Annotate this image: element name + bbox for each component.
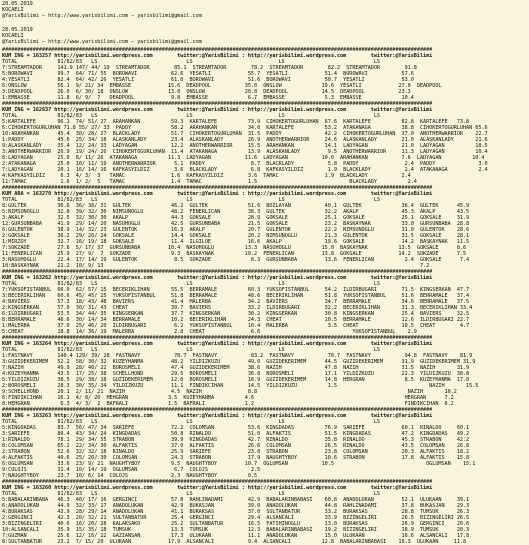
result-row: 6:ILDIRBUGARI 53.5 34/ 44/ 35 KINGSERKAN 37.7 KINGSERKAN 30.2 KINGSERKAN 30.8 KINGSERKAN 25.4 BAVIERS 32.5 xyxy=(2,311,470,317)
block-title: KUM ARA = 163270 http://yarisbilimi.wordpress.com twitter:@YarisBilimi : http://yarisbilimi.wordpress.com twitter:@YarisBilimi xyxy=(2,191,433,197)
result-row: 7:LADYAGAN 20.1 16/ 14/ 16 KAFKASYILDIZ 3.6 BLACKLADY 6.8 KAFKASYILDIZ 1.9 BLACKLADY 2.4 ATAKANAGA 2.4 xyxy=(2,167,488,173)
header-city-2: KOCAELI xyxy=(2,33,24,39)
block-separator: ############################################################################################################################################ xyxy=(2,185,433,191)
result-row: 6:GULENTOK 38.9 14/ 32/ 23 GULENTOK 16.3 AKALP 20.7 GULENTOK 22.2 NIMSUNOGLU 31.0 GULENTOK 28.6 xyxy=(2,227,470,233)
result-row: 9:COLOJS 31.4 10/ 14/ 19 OGLUMSAN 6.7 COLOJS 2.5 xyxy=(2,467,261,473)
result-row: 3:BECERIKLIHAN 60.6 45/ 45/ 25 YUKSOFISTANBUL 51.8 BERRAMALE 48.6 BECERIKLIHAN 51.8 YUKSOFISTANBUL 51.6 BERRAMALE 37.4 xyxy=(2,293,470,299)
header-source: @YarisBilimi — http://www.yarisbilimi.com — yarisbilimi@gmail.com xyxy=(2,13,202,19)
result-row: 10:ALSANCALI 35.9 15/ 35/ 18 TUMSUK 13.3 TUMSUK 12.3 BABALARINBABASI 19.2 BIZINGELIRI 18.9 TUMSUK 20.3 xyxy=(2,527,470,533)
result-row: 12:GURSUNBABA 41.9 29/ 14/ 20 NASUHOGLU 42.5 GURSUNBABA 21.5 GOKSALE 23.2 BASKAYNAK 33.0 GURSUNBABA 28.8 xyxy=(2,221,470,227)
result-row: 7:NAZIH 49.9 28/ 40/ 22 BOROSMELI 47.4 GUZIDEKERIMEM 38.6 NAZIH 47.8 NAZIH 31.5 NAZIH 31.9 xyxy=(2,365,470,371)
result-row: 2:BOROSMELI 28.3 30/ 35/ 34 YILDIZKUZU 11.1 FINDIKCIHAN 14.5 YILDIZKUZU 1.5 NAZIH 15.5 xyxy=(2,383,479,389)
result-row: 11:FENERLICAN 25.9 27/ 9/ 7 SOKZADE 9.3 BASKAYNAK 10.2 FENERLICAN 13.8 GOKSALE 14.2 SOKZADE 7.5 xyxy=(2,251,467,257)
result-row: 7:STREAMTADOR 141.9 147/ 44/ 19 STREAMTADOR 85.1 STREAMTADOR 78.2 STREAMTADOR 82.2 STREAMTADOR 91.8 xyxy=(2,65,417,71)
result-row: 4:YESATLI 82.4 64/ 42/ 26 YESATLI 61.0 BOROWAVI 51.6 BOROWAVI 50.7 YESATLI 53.0 xyxy=(2,77,414,83)
block-separator: ############################################################################################################################################ xyxy=(2,335,433,341)
header-source-2: @YarisBilimi — http://www.yarisbilimi.com — yarisbilimi@gmail.com xyxy=(2,39,202,45)
result-row: 8:COLOMSAN 65.2 22/ 34/ 30 ALFAKTIS 37.0 ALFAKTIS 26.6 COLOMSAN 26.5 RINALDO 43.5 COLOMSAN 26.8 xyxy=(2,443,470,449)
result-row: 8:LADYAGAN 25.0 8/ 11/ 26 ATAKANAGA 11.3 LADYAGAN 11.6 LADYAGAN 10.0 ARAHANKAN 7.6 LADYAGAN 10.4 xyxy=(2,155,485,161)
result-row: 8:HEHGRAN 6.3 4/ 3/ 2 BAFRALI 1.5 BAFRALI 1.2 FINDIKCIHAN 6.2 xyxy=(2,401,454,407)
block-column-header: TOTAL 81/82/83 LS LS LS LS xyxy=(2,197,380,203)
block-column-header: TOTAL 81/82/83 LS LS LS LS xyxy=(2,491,380,497)
result-row: 11:TAMAC 1.6 1/ 2/ 5 TAMAC 1.4 TAMAC 1.5 BLACKLADY 2.4 xyxy=(2,179,417,185)
result-row: 3:NASUHOGLU 22.4 17/ 14/ 19 GULENTOK 8.5 SOKZADE 8.3 GURSUNBABA 13.6 FENERLICAN 2.4 GOKSALE 7.4 xyxy=(2,257,470,263)
result-row: 5:BOROWAVI 99.7 64/ 71/ 55 BOROWAVI 62.6 YESATLI 55.7 YESATLI 51.4 BOROWAVI 57.6 xyxy=(2,71,414,77)
result-row: 7:SOKZADE 27.6 5/ 17/ 37 GURSUNBABA 10.4 NASUHOGLU 13.3 NASUHOGLU 15.0 BASKAYNAK 13.5 GOKSALE 8.6 xyxy=(2,245,467,251)
result-row: 7:NAUGHTYBOY 23.7 10/ 6/ 14 COLOJS 2.3 NAUGHTYBOY 0.5 xyxy=(2,473,258,479)
block-column-header: TOTAL 81/82/83 LS LS LS LS xyxy=(2,113,380,119)
block-title: KUM ING = 163257 http://yarisbilimi.wordpress.com twitter:@YarisBilimi : http://yarisbilimi.wordpress.com twitter:@YarisBilimi xyxy=(2,53,433,59)
result-row: 2:GERGINCI 42.3 20/ 32/ 21 SULTANBATUR 25.4 GERGINCI 29.4 ALSANCALI 33.9 BIZINGELIRI 26.5 BIZINGELIRI 26.5 xyxy=(2,515,470,521)
block-title: KUM ING = 162637 http://yarisbilimi.wordpress.com twitter:@YarisBilimi : http://yarisbilimi.wordpress.com twitter:@YarisBilimi xyxy=(2,107,433,113)
result-row: 5:NIMSUNOGLU 32.8 39/ 32/ 30 NIMSUNOGLU 48.2 FENERLICAN 38.3 GULTEK 32.2 AKALP 45.3 AKALP 43.5 xyxy=(2,209,470,215)
result-row: 10:ARAHANKAN 45.4 30/ 28/ 27 BLACKLADY 51.7 CIHOKERTOGURLUHAN 31.5 PADDY 42.2 CIHOKERTOGURLUHAN 37.0 ANOTHERWARRIOR 22.7 xyxy=(2,131,488,137)
result-row: 4:ALFAKTIS 40.6 25/ 20/ 30 COLOMSAN 24.3 STRABON 17.9 NAUGHTYBOY 10.6 STRABON 17.8 ALFAKTIS 15.8 xyxy=(2,455,470,461)
result-row: 7:YUKSOFISTANBUL 66.0 62/ 57/ 15 BECERIKLIHAN 55.5 BERRAMALE 60.3 YUKSOFISTANBUL 54.2 ILDIRBUGARI 71.5 KINGSERKAN 47.7 xyxy=(2,287,470,293)
result-row: 2:ATAKANAGA 25.0 10/ 11/ 19 ANOTHERWARRIOR 5.1 PADDY 8.7 BLACKLADY 5.8 PADDY 2.4 PADDY 3.0 xyxy=(2,161,488,167)
block-title: KUM ING = 163263 http://yarisbilimi.wordpress.com twitter:@YarisBilimi : http://yarisbilimi.wordpress.com twitter:@YarisBilimi xyxy=(2,413,433,419)
result-row: 6:ONSLOW 56.1 9/ 21/ 34 EMBASSE 15.6 DEADPOOL 35.0 ONSLOW 19.6 YESATLI 27.0 DEADPOOL xyxy=(2,83,442,89)
result-row: 3:DEADPOOL 26.0 6/ 30/ 18 ONSLOW 13.8 ONSLOW 20.8 DEADPOOL 14.5 DEADPOOL 23.3 xyxy=(2,89,411,95)
result-row: 5:YILDIZKUZU 38.5 29/ 38/ 18 GUZIDEKERIMEM 12.0 BOROSMELI 16.9 GUZIDEKERIMEM 14.8 HERGRAN 8.5 KUZEYHANMA 17.0 xyxy=(2,377,470,383)
header-city: KOCAELI xyxy=(2,7,24,13)
result-row: 6:OGLUMSAN 33.6 23/ 9/ 21 NAUGHTYBOY 9.5 NAUGHTYBOY 10.7 OGLUMSAN 10.5 OGLUMSAN 15.1 xyxy=(2,461,476,467)
result-row: 4:KUZEYHANMA 43.5 17/ 25/ 38 SCHELLHOND 29.5 BOROSMELI 36.8 BOROSMELI 17.1 YILDIZKUZU 22.3 YILDIZKUZU 30.8 xyxy=(2,371,470,377)
result-row: 3:BIZINGELIRI 40.6 16/ 20/ 28 KALAKSAKO 25.2 SULTANBATUR 16.5 FATIHINOGLU 13.0 BURAKSAS 26.9 GERGINCI 20.6 xyxy=(2,521,470,527)
result-row: 3:SARIEFE 80.4 43/ 34/ 24 KINGDADAS 50.8 RINALDO 51.0 ALFAKTIS 51.5 KINGDADAS 47.2 KINGDADAS 49.2 xyxy=(2,431,470,437)
result-row: 1:EMBASSE 11.8 6/ 9/ 7 DEADPOOL 9.8 EMBASSE 6.7 EMBASSE 5.3 EMBASSE 10.4 xyxy=(2,95,414,101)
block-title: KUM ING = 163262 http://yarisbilimi.wordpress.com twitter:@YarisBilimi : http://yarisbilimi.wordpress.com twitter:@YarisBilimi xyxy=(2,275,433,281)
result-row: 4:KAFKASYILDIZ 6.3 4/ 3/ 3 TAMAC 1.6 KAFKASYILDIZ 3.6 TAMAC 1.9 BLACKLADY 2.4 xyxy=(2,173,411,179)
result-row: 2:STRABON 52.6 32/ 32/ 18 RINALDO 25.9 SARIEFE 23.8 STRABON 23.8 COLOMSAN 20.3 ALFAKTIS 18.2 xyxy=(2,449,470,455)
result-row: 2:KINGSERKAN 57.0 30/ 31/ 43 CHEAT 39.7 BAVIERS 33.2 ILDIRBUGARI 32.2 BECERIKLIHAN 31.3 BECERIKLIHAN 33.4 xyxy=(2,305,473,311)
result-row: 3:ANOTHERWARRIOR 26.9 19/ 24/ 26 CIHOKERTOGURLUHAN 11.4 ATAKANAGA 13.9 ALASKANLADY 9.5 ANOTHERWARRIOR 11.3 LADYAGAN 10.4 xyxy=(2,149,488,155)
result-row: 10:BASKAYNAK 21.2 10/ 9/ 13 7.2 xyxy=(2,263,430,269)
block-separator: ############################################################################################################################################ xyxy=(2,269,433,275)
result-row: 6:CIHOKERTOGURLUHAN 71.8 55/ 27/ 33 PADDY 58.2 ARAHANKAN 34.0 KARTALEFE 53.2 ATAKANAGA 38.8 CIHOKERTOGURLUHAN 65.6 xyxy=(2,125,488,131)
result-row: 8:SULTANBATUR 23.2 7/ 15/ 20 ULUKAAN 17.9 ALSANCALI 9.4 ALSANCALI 12.8 BABALARINBABASI 16.3 ULUKAAN 11.8 xyxy=(2,539,467,545)
block-column-header: TOTAL 81/82/83 LS LS LS LS xyxy=(2,281,380,287)
result-row: 8:BERRAMALE 46.6 30/ 14/ 34 BERRAMALE 10.2 BECERIKLIHAN 24.3 CHEAT 10.5 BERRAMALE 12.6 ILDIRBUGARI 22.7 xyxy=(2,317,470,323)
result-row: 5:BABALARINBABA 46.3 40/ 17/ 16 GERGINCI 57.8 RAHLINADAMI 42.9 BABALARINBABASI 60.8 ANADOLUKAN 52.1 ULUKAAN 39.1 xyxy=(2,497,470,503)
result-row: 5:KARTALEFE 96.1 74/ 51/ 27 ARAHANKAN 59.3 KARTALEFE 73.9 CIHOKERTOGURLUHAN 67.6 KARTALEFE 82.8 KARTALEFE 73.8 xyxy=(2,119,470,125)
header-date: 28.05.2019 xyxy=(2,1,33,7)
result-row: 6:ANADOLUKAN 44.9 32/ 33/ 17 ANADOLUKAN 42.9 BUKASJAN 39.0 ANADOLUKAN 44.8 RAHLINADAMI 37.8 BUKASJAN 29.3 xyxy=(2,503,470,509)
result-row: 4:BAVIERS 57.3 18/ 43/ 48 BAVIERS 41.4 MALERBA 34.2 BAVIERS 34.7 BERRAMALE 34.6 BERRAMALE 37.5 xyxy=(2,299,470,305)
result-row: 3:AKALF 32.5 32/ 30/ 30 AKALP 44.3 GOKSALE 28.9 GOKSALE 25.1 GOKSALE 25.1 GOKSALE 31.9 xyxy=(2,215,470,221)
result-row: 1:RINALDO 78.1 29/ 34/ 55 STRABON 39.9 KINGDADAS 42.7 RINALDO 35.8 RINALDO 45.3 STRABON 42.2 xyxy=(2,437,470,443)
result-row: 2:GOKSALE 36.2 29/ 26/ 24 GOKSALE 14.4 GOKSALE 20.2 NIMSUNOGLU 21.3 GULENTOK 31.5 GOKSALE 28.1 xyxy=(2,233,470,239)
result-row: 9:ALASKANLADY 35.4 12/ 24/ 33 LADYAGAN 12.2 ANOTHERWARRIOR 15.5 ARAHANKAN 14.1 LADYAGAN 21.0 LADYAGAN 18.5 xyxy=(2,143,488,149)
block-separator: ############################################################################################################################################ xyxy=(2,47,433,53)
block-column-header: TOTAL 81/82/83 LS LS LS LS xyxy=(2,347,380,353)
header-date-2: 28.05.2019 xyxy=(2,27,33,33)
result-row: 9:SCHELLHOND 20.1 2/ 11/ 21 NAZIH 4.5 NAZIH 8.8 NAZIH 10.2 xyxy=(2,389,457,395)
result-row: 1:MALERBA 37.0 25/ 46/ 20 ILDIRBUGARI 6.2 YUKSOFISTANBUL 10.4 MALERBA 3.5 CHEAT 10.5 CHEAT 4.7 xyxy=(2,323,470,329)
block-column-header: TOTAL 81/82/83 LS LS LS LS xyxy=(2,419,380,425)
result-row: 5:KINGDADAS 83.7 56/ 47/ 34 SARIEFE 72.2 COLOMSAN 53.6 KINGDADAS 76.9 SARIEFE 60.1 RINALDO 60.1 xyxy=(2,425,470,431)
result-row: 6:FINDIKCIHAN 16.1 4/ 8/ 20 HEHGRAN 3.5 KUZEYHANMA 4.6 HERGRAN 7.2 xyxy=(2,395,454,401)
result-row: 3:GUZIDEKERIMEM 52.2 58/ 30/ 32 KUZEYHANMA 48.2 YILDIZKUZU 49.0 GUZIDEKERIMEM 44.5 GUZIDEKERIMEM 31.9 GUZIDEKERIMEM 31.9 xyxy=(2,359,476,365)
block-separator: ############################################################################################################################################ xyxy=(2,101,433,107)
result-row: 1:MIRZOY 32.7 16/ 19/ 18 GOKSALE 11.4 ILGILOE 16.6 AKALP 19.6 GOKSALE 14.2 BASKAYNAK 11.5 xyxy=(2,239,470,245)
block-column-header: TOTAL 81/82/83 LS LS LS LS xyxy=(2,59,380,65)
block-separator: ############################################################################################################################################ xyxy=(2,407,433,413)
block-title: KUM ING = 163260 http://yarisbilimi.wordpress.com twitter:@YarisBilimi : http://yarisbilimi.wordpress.com twitter:@YarisBilimi xyxy=(2,485,433,491)
result-row: 4:BURAKSAS 43.9 28/ 29/ 14 ANADOLUKAN 41.1 BURAKSAS 37.0 SULTANBATUR 33.2 BURAKSAS 28.8 TUMSUK 26.3 xyxy=(2,509,470,515)
result-row: 8:GULTEK 36.6 36/ 38/ 31 GULTEK 46.2 GULTEK 51.6 BOZLAYAN 40.1 GULTEK 36.4 GULTEK 45.9 xyxy=(2,203,470,209)
result-row: 5:CHEAT 18.8 14/ 36/ 19 MALERBA 2.8 CHEAT 6.6 YUKSOFISTANBUL 2.9 xyxy=(2,329,417,335)
block-separator: ############################################################################################################################################ xyxy=(2,479,433,485)
block-title: KUM ING = 163264 http://yarisbilimi.wordpress.com twitter:@YarisBilimi : http://yarisbilimi.wordpress.com twitter:@YarisBilimi xyxy=(2,341,433,347)
result-row: 1:FASTNAVY 140.4 129/ 39/ 28 FASTNAVY 78.7 FASTNAVY 83.2 FASTNAVY 70.7 FASTNAVY 94.8 FASTNAVY 81.9 xyxy=(2,353,473,359)
result-row: 1:PADDY 45.6 25/ 34/ 18 ALASKANLADY 23.4 ALASKANLADY 26.9 ANOTHERWARRIOR 24.6 ALASKANLADY 21.0 ALASKANLADY 21.6 xyxy=(2,137,488,143)
result-row: 7:GUZMAN 25.6 12/ 16/ 22 GAZIANSAN 17.3 ULUKAAN 11.1 ANADOLUKAN 15.0 ULUKAAN 16.6 ALSANCALI 17.8 xyxy=(2,533,470,539)
